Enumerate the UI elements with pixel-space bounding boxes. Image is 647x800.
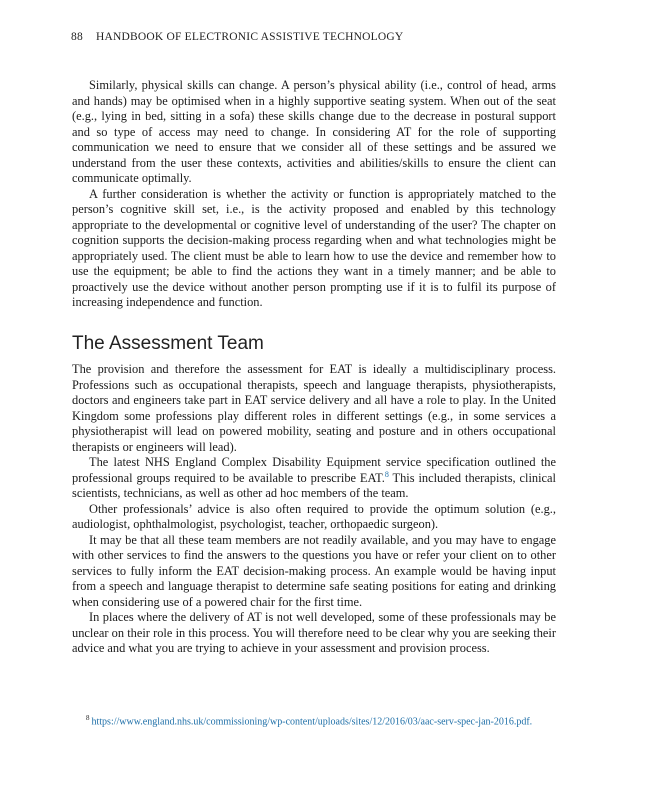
- footnote-number: 8: [86, 714, 90, 722]
- paragraph: The provision and therefore the assessment for EAT is ideally a multidisciplinary process. Professions such as occupational therapists, speech and language therapists, physiotherapists, doctors and engineers take part in EAT service delivery and all have a role to play. In the United Kingdom some professions play different roles in different settings (e.g., in some services a physiotherapist will lead on powered mobility, seating and posture and in others occupational therapists or engineers will lead).: [72, 362, 556, 454]
- running-title: HANDBOOK OF ELECTRONIC ASSISTIVE TECHNOLOGY: [95, 31, 404, 43]
- paragraph-text: This included therapists, clinical scientists, technicians, as well as other ad hoc members of the team.: [72, 470, 556, 500]
- section-text: [72, 362, 556, 657]
- running-header: [71, 31, 403, 43]
- footnote-ref[interactable]: 8: [384, 469, 389, 479]
- paragraph-text: The latest NHS England Complex Disability Equipment service specification outlined the professional groups required to be available to prescribe EAT.: [72, 455, 556, 485]
- footnote-link[interactable]: https://www.england.nhs.uk/commissioning/wp-content/uploads/sites/12/2016/03/aac-serv-spec-jan-2016.pdf.: [91, 716, 533, 728]
- section-heading: The Assessment Team: [72, 333, 264, 354]
- paragraph: A further consideration is whether the activity or function is appropriately matched to the person’s cognitive skill set, i.e., is the activity proposed and enabled by this technology appropriate to the developmental or cognitive level of understanding of the user? The chapter on cognition supports the decision-making process regarding when and what technologies might be appropriately used. The client must be able to learn how to use the device and remember how to use the equipment; be able to find the actions they want in a timely manner; and be able to proactively use the device without another person prompting use if it is to fulfil its purpose of increasing independence and function.: [72, 186, 556, 309]
- paragraph: It may be that all these team members are not readily available, and you may have to engage with other services to find the answers to the questions you have or refer your client on to other services to fully inform the EAT decision-making process. An example would be having input from a speech and language therapist to determine safe seating positions for eating and drinking when considering use of a powered chair for the first time.: [72, 532, 556, 609]
- paragraph: In places where the delivery of AT is not well developed, some of these professionals may be unclear on their role in this process. You will therefore need to be clear why you are seeking their advice and what you are trying to achieve in your assessment and provision process.: [72, 610, 556, 655]
- footnote: [72, 711, 542, 729]
- paragraph: [72, 455, 556, 502]
- paragraph: Other professionals’ advice is also often required to provide the optimum solution (e.g., audiologist, ophthalmologist, psychologist, teacher, orthopaedic surgeon).: [72, 501, 556, 531]
- intro-text: [72, 78, 556, 311]
- paragraph: Similarly, physical skills can change. A person’s physical ability (i.e., control of head, arms and hands) may be optimised when in a highly supportive seating system. When out of the seat (e.g., lying in bed, sitting in a sofa) these skills change due to the decrease in postural support and so type of access may need to change. In considering AT for the role of supporting communication we need to ensure that we consider all of these settings and be assured we understand from the user these contexts, activities and abilities/skills to ensure the client can communicate optimally.: [72, 78, 556, 185]
- page-number: 88: [71, 31, 83, 43]
